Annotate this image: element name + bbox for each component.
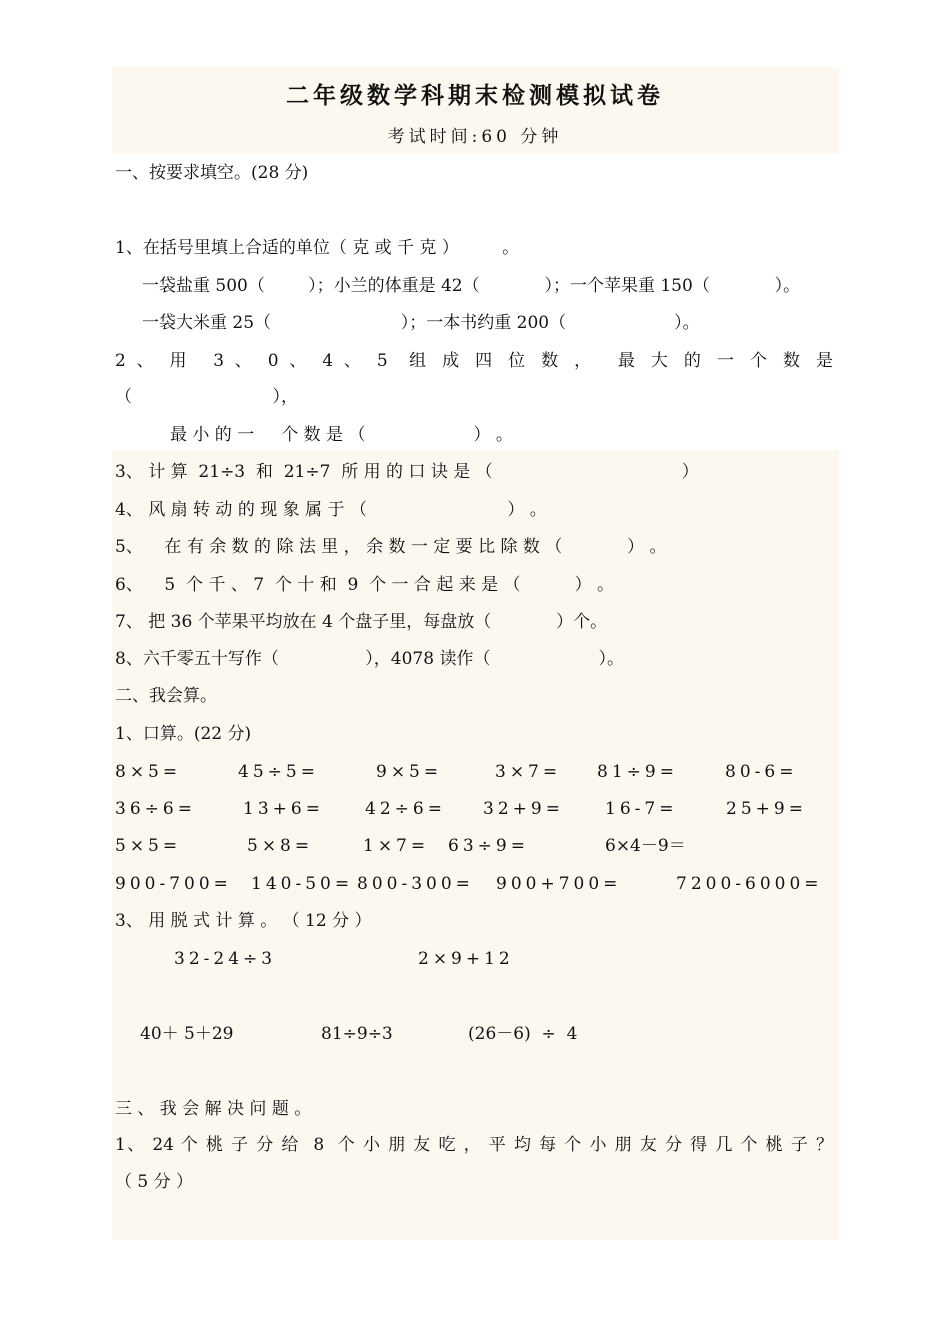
oral-problem: 9×5=	[376, 762, 443, 782]
oral-problem: 45÷5=	[238, 762, 319, 782]
page-title: 二年级数学科期末检测模拟试卷	[286, 82, 664, 109]
oral-problem: 3×7=	[495, 762, 562, 782]
oral-problem: 81÷9=	[597, 762, 678, 782]
oral-problem: 1×7=	[363, 836, 430, 856]
question-1-stem: 1、在括号里填上合适的单位（ 克 或 千 克 ） 。	[115, 238, 520, 258]
section-heading-3: 三 、 我 会 解 决 问 题 。	[115, 1099, 312, 1119]
step-problem: 81÷9÷3	[321, 1024, 393, 1044]
oral-problem: 5×8=	[247, 836, 314, 856]
question-6: 6、 5 个 千 、 7 个 十 和 9 个 一 合 起 来 是 （ ） 。	[115, 575, 614, 595]
oral-problem: 63÷9=	[448, 836, 529, 856]
question-2-line-2: 最 小 的 一 个 数 是 （ ） 。	[170, 425, 513, 445]
question-3: 3、 计 算 21÷3 和 21÷7 所 用 的 口 诀 是 （ ）	[115, 462, 699, 482]
step-problem: 32-24÷3	[174, 949, 277, 969]
question-1-line-2: 一袋大米重 25（ ）；一本书约重 200（ ）。	[142, 313, 700, 333]
step-problem: 2×9+12	[418, 949, 514, 969]
question-7: 7、 把 36 个苹果平均放在 4 个盘子里，每盘放（ ）个。	[115, 612, 608, 632]
question-1-line-1: 一袋盐重 500（ ）；小兰的体重是 42（ ）；一个苹果重 150（ ）。	[142, 276, 801, 296]
step-problem: 40＋ 5＋29	[140, 1024, 234, 1044]
oral-calc-heading: 1、口算。(22 分)	[115, 724, 252, 744]
oral-problem: 16-7=	[605, 799, 678, 819]
oral-problem: 13+6=	[243, 799, 324, 819]
oral-problem: 32+9=	[483, 799, 564, 819]
oral-problem: 7200-6000=	[676, 874, 823, 894]
question-2-blank: （ ），	[115, 387, 298, 407]
question-4: 4、 风 扇 转 动 的 现 象 属 于 （ ） 。	[115, 500, 547, 520]
oral-problem: 5×5=	[115, 836, 182, 856]
word-problem-1: 1、 24 个 桃 子 分 给 8 个 小 朋 友 吃 ， 平 均 每 个 小 朋 友 分 得 几 个 桃 子 ？	[115, 1135, 833, 1155]
section-heading-2: 二、我会算。	[115, 686, 217, 706]
question-5: 5、 在 有 余 数 的 除 法 里 ， 余 数 一 定 要 比 除 数 （ ） 。	[115, 537, 667, 557]
oral-problem: 25+9=	[726, 799, 807, 819]
oral-problem: 800-300=	[357, 874, 474, 894]
oral-problem: 140-50=	[251, 874, 354, 894]
exam-time: 考试时间:60 分钟	[387, 127, 563, 147]
oral-problem: 8×5=	[115, 762, 182, 782]
step-calc-heading: 3、 用 脱 式 计 算 。 （ 12 分 ）	[115, 911, 372, 931]
oral-problem: 900+700=	[496, 874, 622, 894]
oral-problem: 6×4－9＝	[605, 836, 686, 856]
oral-problem: 80-6=	[725, 762, 798, 782]
step-problem: (26－6) ÷ 4	[468, 1024, 578, 1044]
word-problem-1-score: （ 5 分 ）	[115, 1172, 194, 1192]
section-heading-1: 一、按要求填空。(28 分)	[115, 163, 309, 183]
question-8: 8、六千零五十写作（ ），4078 读作（ ）。	[115, 649, 625, 669]
oral-problem: 900-700=	[115, 874, 232, 894]
question-2-stem: 2 、 用 3 、 0 、 4 、 5 组 成 四 位 数 ， 最 大 的 一 个 数 是	[115, 351, 833, 371]
oral-problem: 42÷6=	[365, 799, 446, 819]
oral-problem: 36÷6=	[115, 799, 196, 819]
